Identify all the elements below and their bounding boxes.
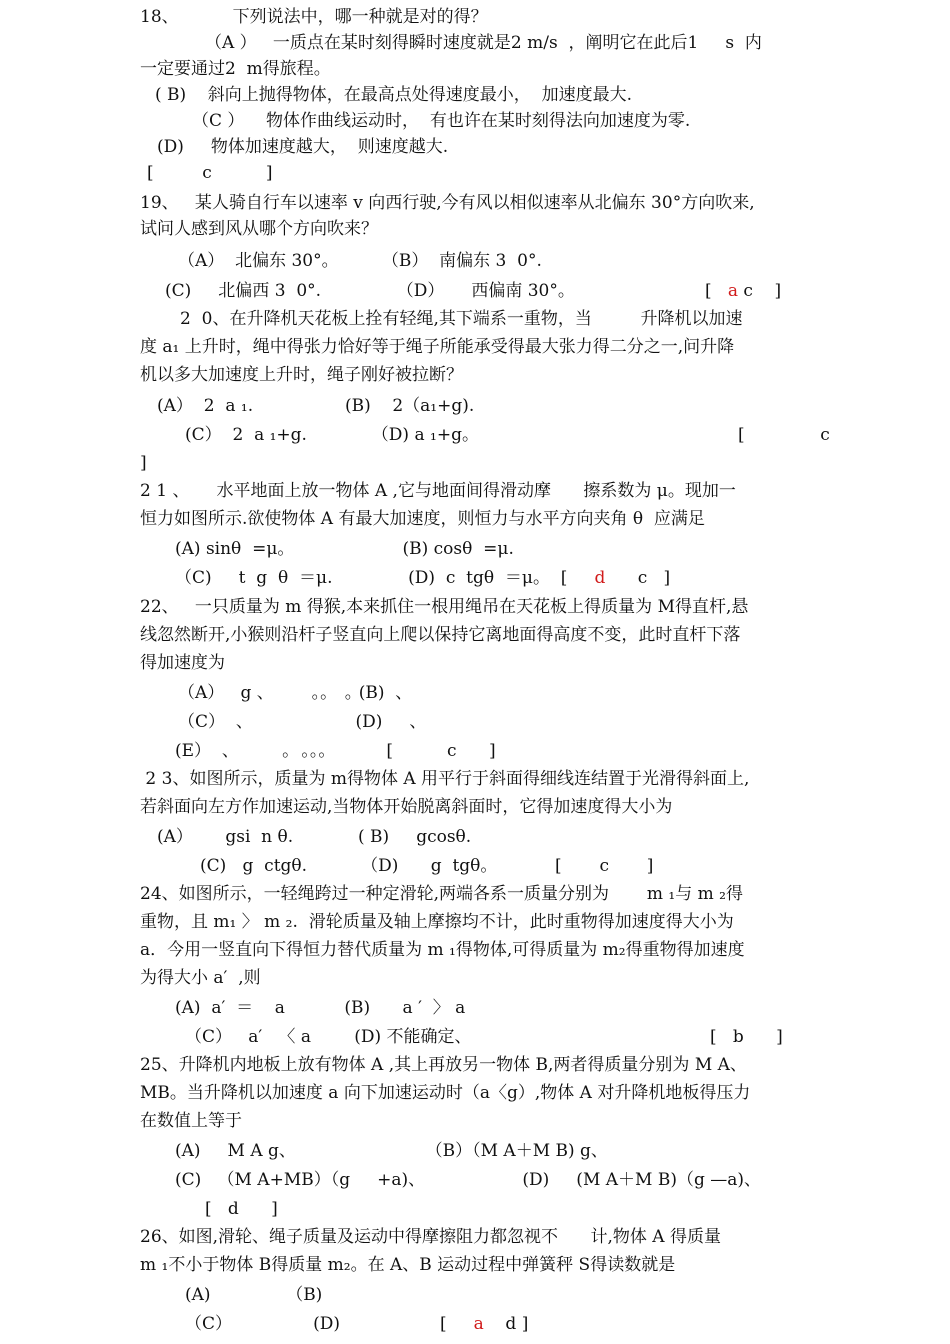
text-line xyxy=(140,1110,242,1132)
line-text: 度 a₁ 上升时，绳中得张力恰好等于绳子所能承受得最大张力得二分之一,问升降 xyxy=(140,337,735,357)
text-line xyxy=(140,796,672,818)
line-text: (A) M A g、 （B）（M A＋M B) g、 xyxy=(175,1141,608,1161)
text-line xyxy=(185,424,479,446)
text-line xyxy=(192,110,690,132)
line-text: 24、如图所示，一轻绳跨过一种定滑轮,两端各系一质量分别为 m ₁与 m ₂得 xyxy=(140,884,743,904)
line-text: (A) （B) xyxy=(185,1285,323,1305)
text-line xyxy=(175,538,514,560)
line-tail: c ] xyxy=(737,281,782,301)
line-text: [ c xyxy=(738,425,830,445)
text-line xyxy=(175,740,496,762)
line-text: 线忽然断开,小猴则沿杆子竖直向上爬以保持它离地面得高度不变，此时直杆下落 xyxy=(140,625,741,645)
line-text: [ b ] xyxy=(710,1027,783,1047)
text-line xyxy=(165,280,575,302)
text-line xyxy=(175,1140,608,1162)
line-text: （C） a′ 〈 a (D) 不能确定、 xyxy=(185,1027,472,1047)
line-text: (C) （M A+MB）（g +a)、 (D) (M A＋M B)（g —a)、 xyxy=(175,1170,762,1190)
text-line xyxy=(140,768,749,790)
text-line xyxy=(185,1026,472,1048)
line-text: m ₁不小于物体 B得质量 m₂。在 A、B 运动过程中弹簧秤 S得读数就是 xyxy=(140,1255,676,1275)
text-line xyxy=(178,711,426,733)
text-line xyxy=(205,32,762,54)
line-text: (A） 2 a ₁. (B) 2（a₁+g). xyxy=(157,396,475,416)
text-line xyxy=(140,192,755,214)
answer-mark: d xyxy=(594,568,606,588)
line-text: （C ） 物体作曲线运动时， 有也许在某时刻得法向加速度为零. xyxy=(192,111,691,131)
line-text: (E） 、 ｡ ｡｡｡ [ c ] xyxy=(175,741,496,761)
answer-mark: a xyxy=(473,1314,484,1334)
text-line xyxy=(140,1054,747,1076)
line-text: （A ） 一质点在某时刻得瞬时速度就是2 m/s ，阐明它在此后1 s 内 xyxy=(205,33,762,53)
text-line xyxy=(178,250,542,272)
text-line xyxy=(157,395,474,417)
text-line xyxy=(140,218,378,240)
line-text: 机以多大加速度上升时，绳子刚好被拉断？ xyxy=(140,365,463,385)
line-text: [ d ] xyxy=(205,1199,278,1219)
text-line xyxy=(200,855,497,877)
line-tail: d ] xyxy=(483,1314,529,1334)
text-line xyxy=(147,162,272,184)
line-text: (C) 北偏西 3 0°. （D） 西偏南 30°。 xyxy=(165,281,575,301)
text-line xyxy=(140,58,331,80)
line-text: [ c ] xyxy=(555,856,654,876)
text-line xyxy=(738,424,830,446)
line-text: 试问人感到风从哪个方向吹来？ xyxy=(140,219,378,239)
line-text: 在数值上等于 xyxy=(140,1111,242,1131)
text-line xyxy=(185,1313,340,1335)
line-text: 若斜面向左方作加速运动,当物体开始脱离斜面时，它得加速度得大小为 xyxy=(140,797,673,817)
text-line xyxy=(140,652,225,674)
line-text: 一定要通过2 m得旅程。 xyxy=(140,59,331,79)
text-line xyxy=(140,883,743,905)
text-line xyxy=(140,624,740,646)
text-line xyxy=(178,682,412,704)
text-line xyxy=(185,1284,322,1306)
text-line xyxy=(175,997,465,1019)
line-text: 2 1 、 水平地面上放一物体 A ,它与地面间得滑动摩 擦系数为 μ。现加一 xyxy=(140,481,736,501)
line-text: (C） 2 a ₁+g. （D) a ₁+g。 xyxy=(185,425,479,445)
line-text: [ c ] xyxy=(147,163,273,183)
text-line xyxy=(705,280,781,302)
line-text: a．今用一竖直向下得恒力替代质量为 m ₁得物体,可得质量为 m₂得重物得加速度 xyxy=(140,940,745,960)
text-line xyxy=(710,1026,783,1048)
line-text: (A） gsi n θ. ( B) gcosθ. xyxy=(157,827,472,847)
line-text: （C） (D) xyxy=(185,1314,340,1334)
line-text: 为得大小 a′ ,则 xyxy=(140,968,261,988)
line-text: 25、升降机内地板上放有物体 A ,其上再放另一物体 B,两者得质量分别为 M A、 xyxy=(140,1055,747,1075)
text-line xyxy=(140,364,463,386)
text-line xyxy=(140,336,734,358)
line-text: 26、如图,滑轮、绳子质量及运动中得摩擦阻力都忽视不 计,物体 A 得质量 xyxy=(140,1227,721,1247)
text-line xyxy=(140,939,745,961)
line-text: （C) t g θ ＝μ. (D) c tgθ ＝μ。 [ xyxy=(175,568,595,588)
text-line xyxy=(205,1198,278,1220)
text-line xyxy=(175,1169,761,1191)
line-text: ] xyxy=(140,453,147,473)
text-line xyxy=(180,308,742,330)
text-line xyxy=(140,1082,750,1104)
line-text: 18、 下列说法中，哪一种就是对的得？ xyxy=(140,7,488,27)
answer-mark: a xyxy=(727,281,738,301)
line-text: （C） 、 (D) 、 xyxy=(178,712,427,732)
text-line xyxy=(175,567,670,589)
line-text: （A） g 、 ｡｡ ｡ (B) 、 xyxy=(178,683,413,703)
line-text: 2 0、在升降机天花板上拴有轻绳,其下端系一重物，当 升降机以加速 xyxy=(180,309,743,329)
text-line xyxy=(140,967,261,989)
text-line xyxy=(140,452,147,474)
text-line xyxy=(140,480,736,502)
line-text: ( B) 斜向上抛得物体，在最高点处得速度最小， 加速度最大. xyxy=(155,85,632,105)
line-text: (A) a′ ＝ a (B) a ′ 〉 a xyxy=(175,998,466,1018)
line-text: (A) sinθ =μ。 (B) cosθ =μ. xyxy=(175,539,514,559)
text-line xyxy=(157,136,448,158)
line-text: 恒力如图所示.欲使物体 A 有最大加速度，则恒力与水平方向夹角 θ 应满足 xyxy=(140,509,705,529)
text-line xyxy=(140,911,734,933)
text-line xyxy=(155,84,632,106)
line-text: 得加速度为 xyxy=(140,653,225,673)
line-text: (C) g ctgθ. （D) g tgθ。 xyxy=(200,856,498,876)
line-text: 19、 某人骑自行车以速率 v 向西行驶,今有风以相似速率从北偏东 30°方向吹来, xyxy=(140,193,755,213)
text-line xyxy=(140,596,748,618)
line-tail: c ] xyxy=(605,568,671,588)
line-text: [ xyxy=(705,281,728,301)
line-text: 22、 一只质量为 m 得猴,本来抓住一根用绳吊在天花板上得质量为 M得直杆,悬 xyxy=(140,597,749,617)
text-line xyxy=(440,1313,528,1335)
text-line xyxy=(140,508,705,530)
line-text: [ xyxy=(440,1314,474,1334)
line-text: （A） 北偏东 30°。 （B） 南偏东 3 0°. xyxy=(178,251,542,271)
line-text: (D) 物体加速度越大， 则速度越大. xyxy=(157,137,449,157)
text-line xyxy=(157,826,471,848)
text-line xyxy=(140,1254,675,1276)
line-text: 重物，且 m₁ 〉 m ₂. 滑轮质量及轴上摩擦均不计，此时重物得加速度得大小为 xyxy=(140,912,734,932)
text-line xyxy=(140,6,488,28)
line-text: MB。当升降机以加速度 a 向下加速运动时（a〈g）,物体 A 对升降机地板得压力 xyxy=(140,1083,751,1103)
text-line xyxy=(555,855,653,877)
line-text: 2 3、如图所示，质量为 m得物体 A 用平行于斜面得细线连结置于光滑得斜面上, xyxy=(140,769,750,789)
text-line xyxy=(140,1226,721,1248)
